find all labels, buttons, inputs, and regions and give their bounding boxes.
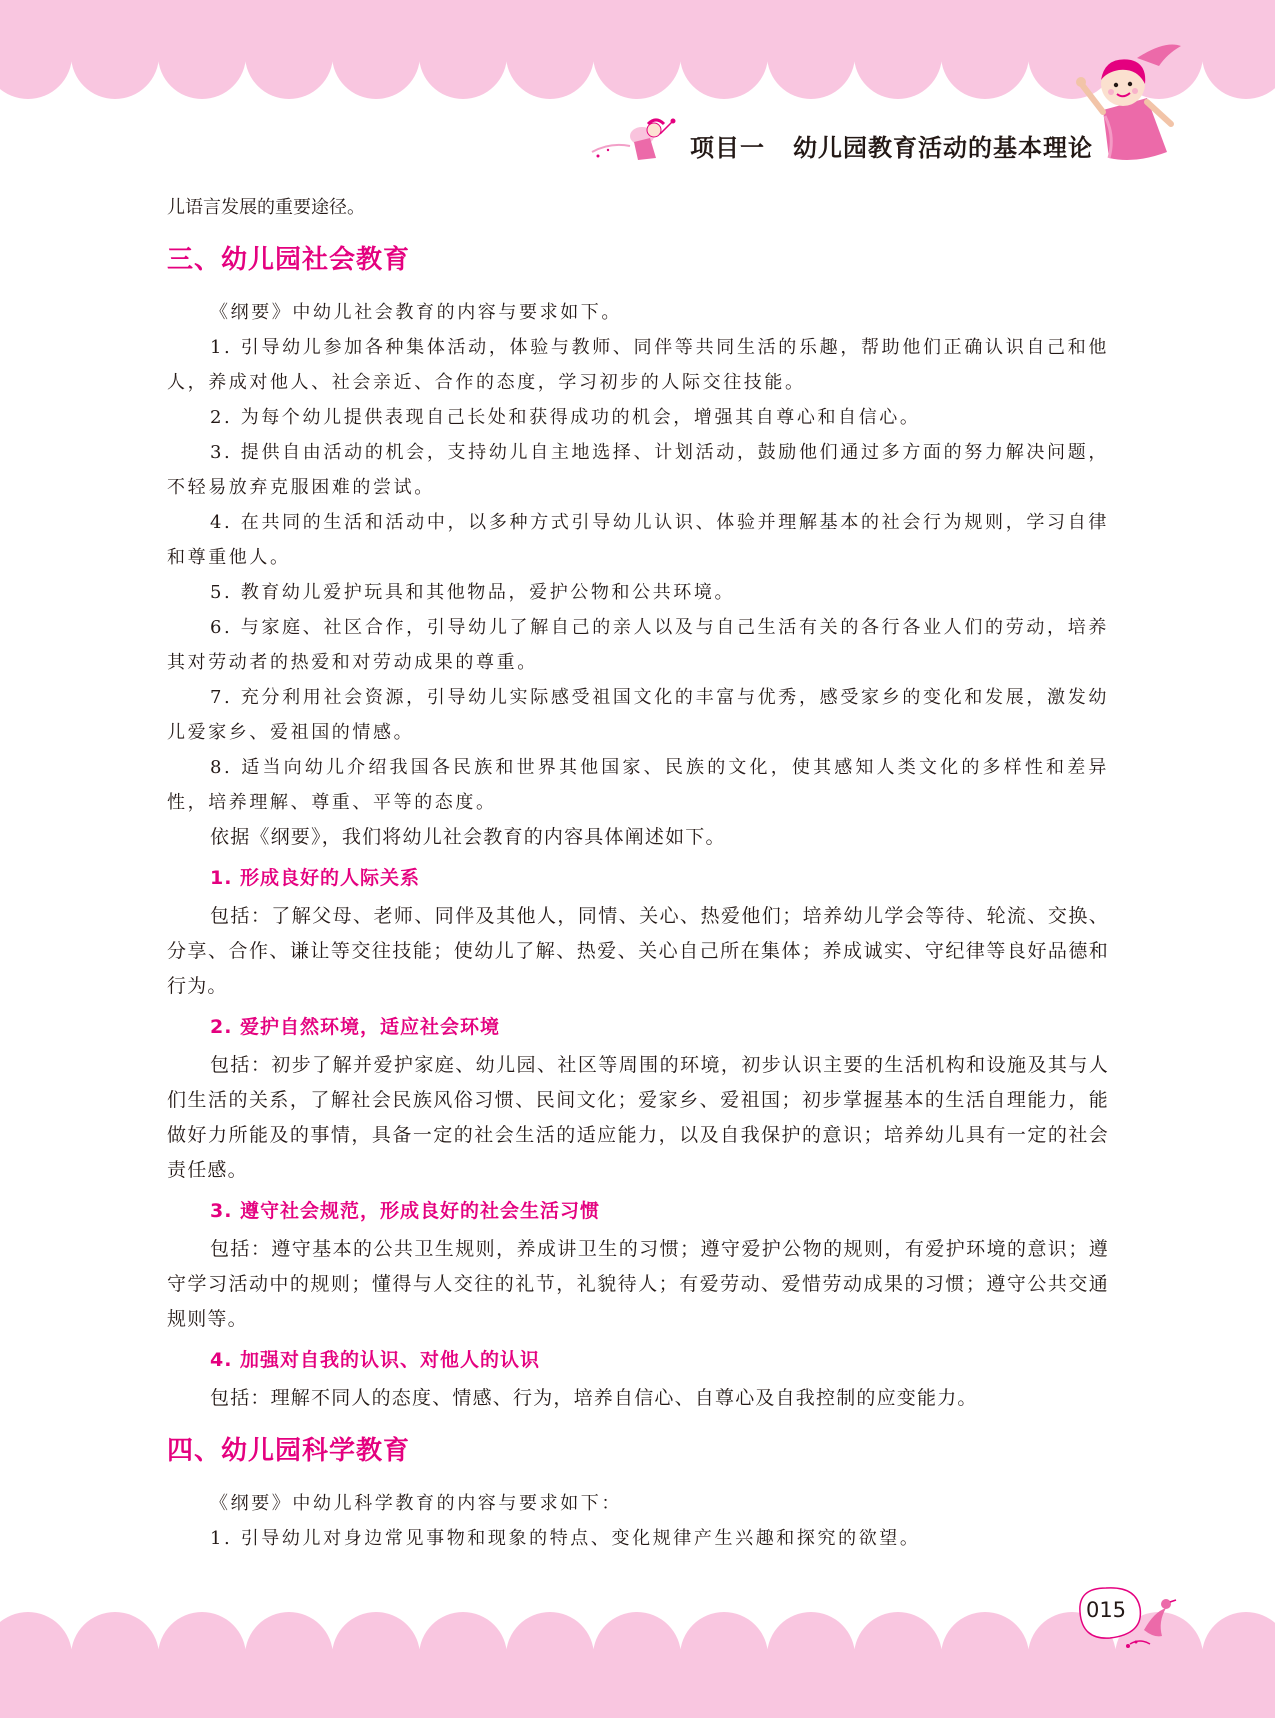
section3-item: 7. 充分利用社会资源，引导幼儿实际感受祖国文化的丰富与优秀，感受家乡的变化和发展，激发幼儿爱家乡、爱祖国的情感。 bbox=[167, 687, 1109, 743]
section3-intro: 《纲要》中幼儿社会教育的内容与要求如下。 bbox=[210, 302, 622, 323]
subsection-heading: 3. 遵守社会规范，形成良好的社会生活习惯 bbox=[210, 1200, 601, 1222]
header-title: 幼儿园教育活动的基本理论 bbox=[793, 134, 1093, 162]
section-heading-social-education: 三、幼儿园社会教育 bbox=[167, 245, 411, 275]
section-heading-science-education: 四、幼儿园科学教育 bbox=[167, 1436, 411, 1466]
subsection-body: 包括：遵守基本的公共卫生规则，养成讲卫生的习惯；遵守爱护公物的规则，有爱护环境的意识；遵守学习活动中的规则；懂得与人交往的礼节，礼貌待人；有爱劳动、爱惜劳动成果的习惯；遵守公共交通规则等。 bbox=[167, 1238, 1109, 1330]
fairy-girl-illustration bbox=[1075, 40, 1185, 165]
section3-item: 1. 引导幼儿参加各种集体活动，体验与教师、同伴等共同生活的乐趣，帮助他们正确认识自己和他人，养成对他人、社会亲近、合作的态度，学习初步的人际交往技能。 bbox=[167, 337, 1109, 393]
section3-summary: 依据《纲要》，我们将幼儿社会教育的内容具体阐述如下。 bbox=[210, 826, 726, 848]
page-body bbox=[167, 190, 1109, 1556]
header-project-label: 项目一 bbox=[690, 134, 765, 162]
continued-paragraph: 儿语言发展的重要途径。 bbox=[167, 197, 365, 218]
section3-item: 4. 在共同的生活和活动中，以多种方式引导幼儿认识、体验并理解基本的社会行为规则，学习自律和尊重他人。 bbox=[167, 512, 1109, 568]
section3-item: 8. 适当向幼儿介绍我国各民族和世界其他国家、民族的文化，使其感知人类文化的多样性和差异性，培养理解、尊重、平等的态度。 bbox=[167, 757, 1109, 813]
small-fairy-icon bbox=[590, 112, 680, 168]
section3-item: 3. 提供自由活动的机会，支持幼儿自主地选择、计划活动，鼓励他们通过多方面的努力解决问题，不轻易放弃克服困难的尝试。 bbox=[167, 442, 1109, 498]
subsection-heading: 4. 加强对自我的认识、对他人的认识 bbox=[210, 1349, 541, 1371]
section4-item: 1. 引导幼儿对身边常见事物和现象的特点、变化规律产生兴趣和探究的欲望。 bbox=[210, 1528, 921, 1549]
section3-item: 5. 教育幼儿爱护玩具和其他物品，爱护公物和公共环境。 bbox=[210, 582, 736, 603]
page-number: 015 bbox=[1085, 1598, 1127, 1622]
subsection-body: 包括：了解父母、老师、同伴及其他人，同情、关心、热爱他们；培养幼儿学会等待、轮流、交换、分享、合作、谦让等交往技能；使幼儿了解、热爱、关心自己所在集体；养成诚实、守纪律等良好品德和行为。 bbox=[167, 905, 1109, 997]
section3-item: 6. 与家庭、社区合作，引导幼儿了解自己的亲人以及与自己生活有关的各行各业人们的劳动，培养其对劳动者的热爱和对劳动成果的尊重。 bbox=[167, 617, 1109, 673]
subsection-body: 包括：初步了解并爱护家庭、幼儿园、社区等周围的环境，初步认识主要的生活机构和设施及其与人们生活的关系，了解社会民族风俗习惯、民间文化；爱家乡、爱祖国；初步掌握基本的生活自理能力，能做好力所能及的事情，具备一定的社会生活的适应能力，以及自我保护的意识；培养幼儿具有一定的社会责任感。 bbox=[167, 1054, 1109, 1181]
subsection-heading: 2. 爱护自然环境，适应社会环境 bbox=[210, 1016, 501, 1038]
subsection-body: 包括：理解不同人的态度、情感、行为，培养自信心、自尊心及自我控制的应变能力。 bbox=[210, 1387, 978, 1409]
section4-intro: 《纲要》中幼儿科学教育的内容与要求如下： bbox=[210, 1493, 622, 1514]
running-header bbox=[690, 128, 1093, 163]
section3-item: 2. 为每个幼儿提供表现自己长处和获得成功的机会，增强其自尊心和自信心。 bbox=[210, 407, 921, 428]
subsection-heading: 1. 形成良好的人际关系 bbox=[210, 867, 421, 889]
